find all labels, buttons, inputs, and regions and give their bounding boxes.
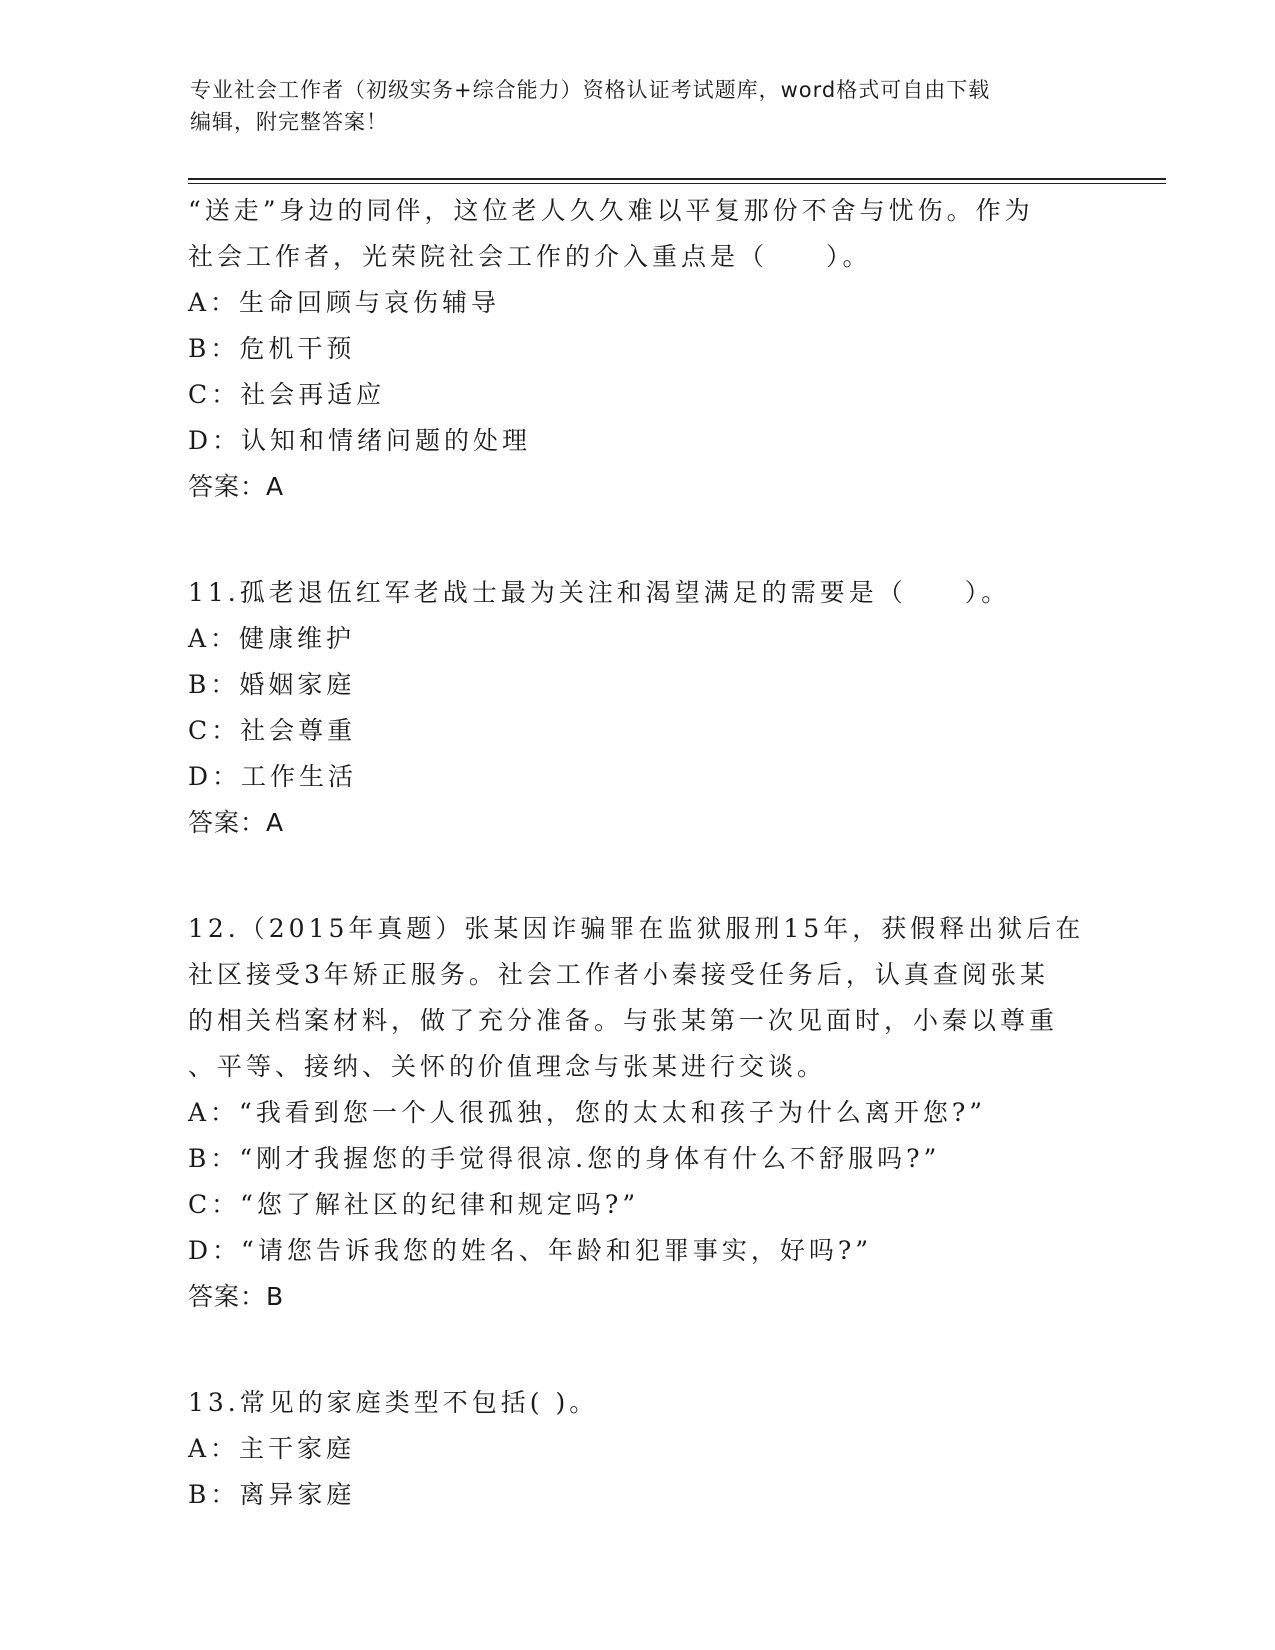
option-a: A：生命回顾与哀伤辅导 bbox=[188, 288, 501, 317]
option-d: D：“请您告诉我您的姓名、年龄和犯罪事实，好吗?” bbox=[188, 1236, 873, 1265]
option-b: B：婚姻家庭 bbox=[188, 670, 356, 699]
option-d: D：工作生活 bbox=[188, 762, 358, 791]
option-b: B：“刚才我握您的手觉得很凉.您的身体有什么不舒服吗?” bbox=[188, 1144, 941, 1173]
answer: 答案：A bbox=[188, 472, 285, 501]
question-12 bbox=[188, 906, 1088, 1320]
option-b: B：离异家庭 bbox=[188, 1480, 356, 1509]
option-c: C：“您了解社区的纪律和规定吗?” bbox=[188, 1190, 640, 1219]
option-b: B：危机干预 bbox=[188, 334, 356, 363]
option-a: A：健康维护 bbox=[188, 624, 356, 653]
answer: 答案：B bbox=[188, 1282, 285, 1311]
question-body bbox=[188, 188, 1088, 1518]
question-stem-line: 12.（2015年真题）张某因诈骗罪在监狱服刑15年，获假释出狱后在 bbox=[188, 914, 1085, 943]
header-rule bbox=[188, 178, 1166, 184]
option-d: D：认知和情绪问题的处理 bbox=[188, 426, 532, 455]
question-13 bbox=[188, 1380, 1088, 1518]
question-stem-line: 、平等、接纳、关怀的价值理念与张某进行交谈。 bbox=[188, 1052, 827, 1081]
option-c: C：社会尊重 bbox=[188, 716, 357, 745]
question-11 bbox=[188, 570, 1088, 846]
question-stem-line: 13.常见的家庭类型不包括( )。 bbox=[188, 1388, 599, 1417]
question-stem-line: 社会工作者，光荣院社会工作的介入重点是（ ）。 bbox=[188, 242, 872, 271]
question-stem-line: 的相关档案材料，做了充分准备。与张某第一次见面时，小秦以尊重 bbox=[188, 1006, 1059, 1035]
question-stem-line: 社区接受3年矫正服务。社会工作者小秦接受任务后，认真查阅张某 bbox=[188, 960, 1049, 989]
option-a: A：主干家庭 bbox=[188, 1434, 356, 1463]
option-c: C：社会再适应 bbox=[188, 380, 386, 409]
answer: 答案：A bbox=[188, 808, 285, 837]
page-header bbox=[190, 74, 1090, 138]
question-stem-line: “送走”身边的同伴，这位老人久久难以平复那份不舍与忧伤。作为 bbox=[188, 196, 1034, 225]
header-line-2: 编辑，附完整答案！ bbox=[190, 110, 388, 134]
option-a: A：“我看到您一个人很孤独，您的太太和孩子为什么离开您?” bbox=[188, 1098, 987, 1127]
header-line-1: 专业社会工作者（初级实务+综合能力）资格认证考试题库，word格式可自由下载 bbox=[190, 78, 991, 102]
question-10 bbox=[188, 188, 1088, 510]
question-stem-line: 11.孤老退伍红军老战士最为关注和渴望满足的需要是（ ）。 bbox=[188, 578, 1011, 607]
